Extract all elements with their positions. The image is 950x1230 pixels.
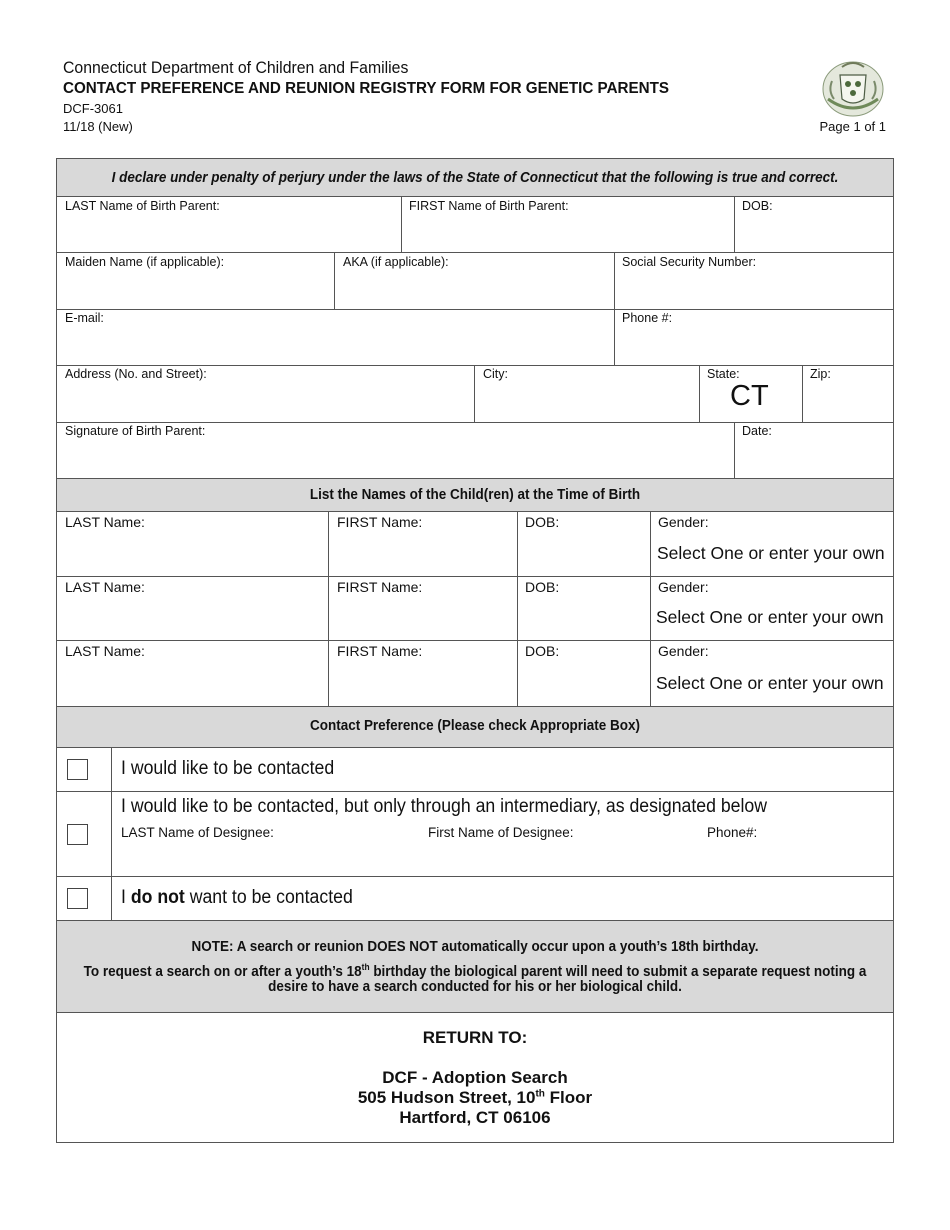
child-dob-field[interactable]	[518, 660, 650, 704]
children-heading: List the Names of the Child(ren) at the Time of Birth	[309, 487, 641, 503]
city-field[interactable]	[475, 380, 699, 420]
date-label: Date:	[742, 424, 772, 438]
child-first-name-field[interactable]	[329, 660, 517, 704]
designee-last-name-field[interactable]	[113, 841, 413, 875]
designee-first-name-label: First Name of Designee:	[428, 825, 574, 840]
designee-phone-field[interactable]	[707, 841, 887, 875]
contact-option-2-label: I would like to be contacted, but only through an intermediary, as designated below	[121, 796, 768, 817]
child-dob-label: DOB:	[525, 514, 560, 530]
maiden-name-field[interactable]	[57, 268, 334, 308]
child-last-name-label: LAST Name:	[65, 579, 145, 595]
child-first-name-label: FIRST Name:	[337, 643, 423, 659]
child-last-name-label: LAST Name:	[65, 643, 145, 659]
note-line-3: desire to have a search conducted for his or her biological child.	[268, 979, 682, 995]
ssn-field[interactable]	[615, 268, 893, 308]
designee-last-name-label: LAST Name of Designee:	[121, 825, 274, 840]
phone-label: Phone #:	[622, 311, 673, 325]
contact-option-1-checkbox[interactable]	[67, 759, 88, 780]
contact-option-1-label: I would like to be contacted	[121, 758, 335, 779]
declaration-text: I declare under penalty of perjury under the laws of the State of Connecticut that the following is true and correct.	[111, 170, 839, 186]
contact-option-3-checkbox[interactable]	[67, 888, 88, 909]
parent-first-name-label: FIRST Name of Birth Parent:	[409, 199, 569, 213]
contact-option-2-checkbox[interactable]	[67, 824, 88, 845]
page-number: Page 1 of 1	[819, 119, 886, 134]
state-label: State:	[707, 367, 740, 381]
address-label: Address (No. and Street):	[65, 367, 207, 381]
parent-dob-field[interactable]	[735, 212, 893, 252]
email-label: E-mail:	[65, 311, 104, 325]
child-dob-label: DOB:	[525, 643, 560, 659]
note-box	[57, 921, 893, 1012]
child-gender-label: Gender:	[658, 514, 709, 530]
registry-form	[56, 158, 894, 1143]
return-city: Hartford, CT 06106	[399, 1108, 551, 1127]
designee-first-name-field[interactable]	[421, 841, 701, 875]
contact-option-3-label: I do not want to be contacted	[121, 887, 353, 908]
agency-name: Connecticut Department of Children and Families	[63, 58, 409, 77]
declaration-bar	[57, 159, 893, 196]
signature-label: Signature of Birth Parent:	[65, 424, 206, 438]
note-line-1: NOTE: A search or reunion DOES NOT automatically occur upon a youth’s 18th birthday.	[191, 939, 759, 955]
child-dob-field[interactable]	[518, 531, 650, 575]
child-gender-select[interactable]: Select One or enter your own	[656, 673, 884, 693]
contact-heading-bar	[57, 707, 893, 747]
return-organization: DCF - Adoption Search	[382, 1068, 568, 1087]
aka-field[interactable]	[335, 268, 614, 308]
child-gender-select[interactable]: Select One or enter your own	[656, 607, 884, 627]
child-first-name-field[interactable]	[329, 531, 517, 575]
city-label: City:	[483, 367, 508, 381]
ssn-label: Social Security Number:	[622, 255, 757, 269]
zip-field[interactable]	[803, 380, 893, 420]
child-gender-label: Gender:	[658, 579, 709, 595]
maiden-name-label: Maiden Name (if applicable):	[65, 255, 225, 269]
form-number: DCF-3061	[63, 101, 123, 116]
contact-heading: Contact Preference (Please check Appropriate Box)	[309, 718, 641, 734]
child-first-name-label: FIRST Name:	[337, 579, 423, 595]
return-street: 505 Hudson Street, 10th Floor	[357, 1088, 593, 1107]
address-field[interactable]	[57, 380, 474, 420]
child-dob-field[interactable]	[518, 596, 650, 640]
form-revision: 11/18 (New)	[63, 119, 133, 134]
aka-label: AKA (if applicable):	[343, 255, 449, 269]
phone-field[interactable]	[615, 324, 893, 364]
parent-first-name-field[interactable]	[402, 212, 734, 252]
signature-field[interactable]	[57, 437, 734, 477]
note-line-2: To request a search on or after a youth’s 18th birthday the biological parent will need to submit a separate request noting a	[83, 962, 867, 980]
designee-phone-label: Phone#:	[707, 825, 758, 840]
child-last-name-field[interactable]	[57, 596, 328, 640]
parent-last-name-field[interactable]	[57, 212, 401, 252]
child-gender-label: Gender:	[658, 643, 709, 659]
zip-label: Zip:	[810, 367, 831, 381]
form-title: CONTACT PREFERENCE AND REUNION REGISTRY FORM FOR GENETIC PARENTS	[63, 80, 670, 97]
child-last-name-field[interactable]	[57, 531, 328, 575]
child-last-name-label: LAST Name:	[65, 514, 145, 530]
child-last-name-field[interactable]	[57, 660, 328, 704]
email-field[interactable]	[57, 324, 614, 364]
parent-last-name-label: LAST Name of Birth Parent:	[65, 199, 220, 213]
return-heading: RETURN TO:	[422, 1028, 528, 1047]
parent-dob-label: DOB:	[742, 199, 773, 213]
state-value[interactable]: CT	[730, 380, 769, 412]
child-first-name-field[interactable]	[329, 596, 517, 640]
state-seal-icon	[818, 55, 888, 121]
child-first-name-label: FIRST Name:	[337, 514, 423, 530]
child-dob-label: DOB:	[525, 579, 560, 595]
children-heading-bar	[57, 479, 893, 511]
date-field[interactable]	[735, 437, 893, 477]
child-gender-select[interactable]: Select One or enter your own	[657, 543, 885, 563]
